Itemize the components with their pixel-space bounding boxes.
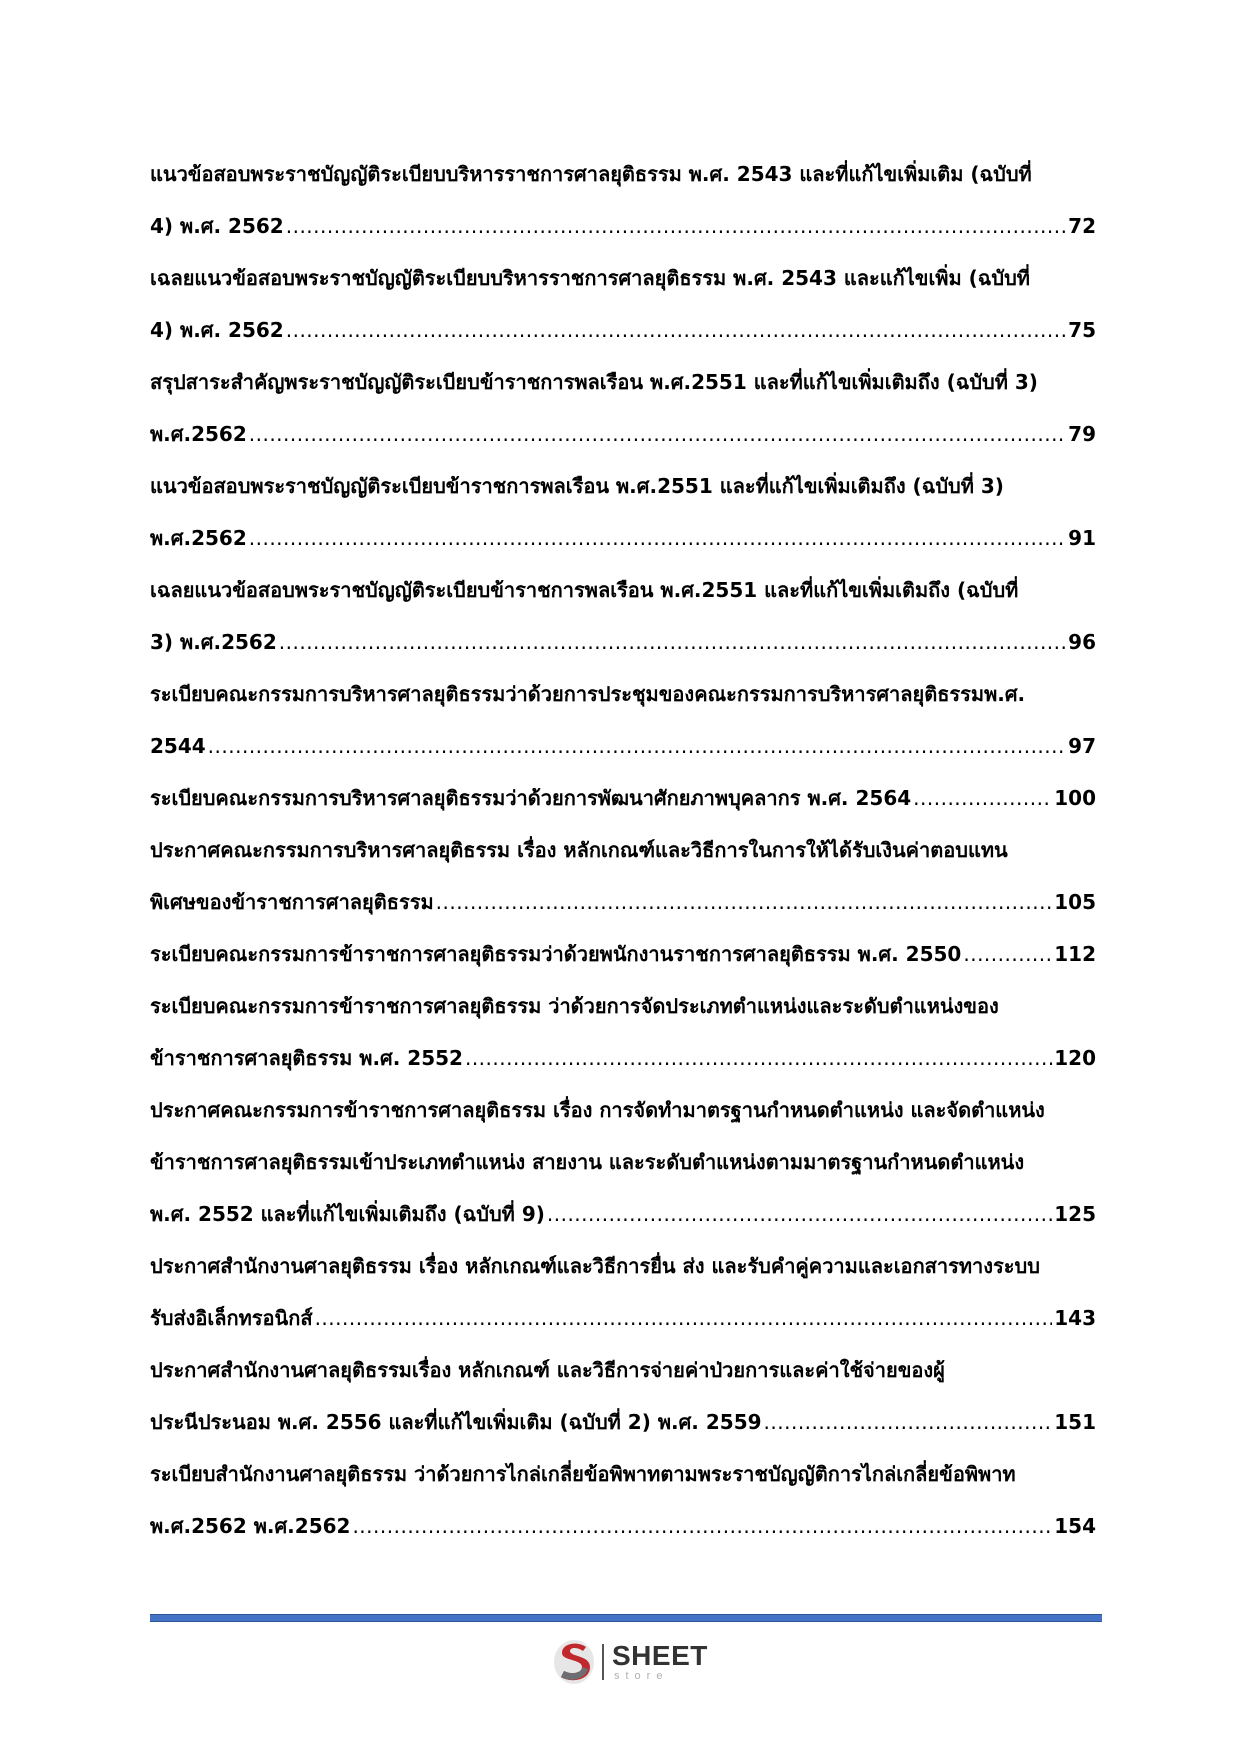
toc-page-number: 105 — [1054, 890, 1096, 914]
toc-entry-last-line — [150, 1032, 1096, 1084]
toc-entry-title-line: ประกาศคณะกรรมการข้าราชการศาลยุติธรรม เรื่อง การจัดทำมาตรฐานกำหนดตำแหน่ง และจัดตำแหน่ง — [150, 1098, 1045, 1122]
toc-entry-title-end: พ.ศ.2562 — [150, 422, 247, 446]
dot-leader — [352, 1500, 1052, 1552]
dot-leader — [436, 876, 1053, 928]
toc-entry[interactable] — [150, 252, 1096, 356]
toc-entry-title-end: ระเบียบคณะกรรมการบริหารศาลยุติธรรมว่าด้วยการพัฒนาศักยภาพบุคลากร พ.ศ. 2564 — [150, 786, 912, 810]
toc-entry-title-end: ข้าราชการศาลยุติธรรม พ.ศ. 2552 — [150, 1046, 463, 1070]
toc-entry-last-line — [150, 1500, 1096, 1552]
toc-entry-title-line: แนวข้อสอบพระราชบัญญัติระเบียบข้าราชการพลเรือน พ.ศ.2551 และที่แก้ไขเพิ่มเติมถึง (ฉบับที่ 3) — [150, 474, 1004, 498]
dot-leader — [465, 1032, 1052, 1084]
dot-leader — [279, 616, 1066, 668]
toc-entry-title-line: ระเบียบคณะกรรมการข้าราชการศาลยุติธรรม ว่าด้วยการจัดประเภทตำแหน่งและระดับตำแหน่งของ — [150, 994, 999, 1018]
toc-page-number: 151 — [1054, 1410, 1096, 1434]
toc-page-number: 75 — [1068, 318, 1096, 342]
toc-entry-last-line — [150, 772, 1096, 824]
toc-entry[interactable] — [150, 928, 1096, 980]
toc-entry-title-line: ระเบียบสำนักงานศาลยุติธรรม ว่าด้วยการไกล่เกลี่ยข้อพิพาทตามพระราชบัญญัติการไกล่เกลี่ยข้อพิพาท — [150, 1462, 1016, 1486]
toc-entry[interactable] — [150, 980, 1096, 1084]
dot-leader — [764, 1396, 1053, 1448]
toc-entry[interactable] — [150, 772, 1096, 824]
toc-entry[interactable] — [150, 564, 1096, 668]
toc-entry[interactable] — [150, 824, 1096, 928]
toc-entry-last-line — [150, 200, 1096, 252]
logo-subtitle: store — [614, 1670, 669, 1682]
logo-text — [612, 1642, 708, 1682]
logo-wordmark: SHEET — [612, 1640, 708, 1671]
toc-entry-last-line — [150, 304, 1096, 356]
toc-entry-last-line — [150, 720, 1096, 772]
dot-leader — [249, 512, 1066, 564]
toc-page-number: 79 — [1068, 422, 1096, 446]
toc-entry[interactable] — [150, 1084, 1096, 1240]
toc-page-number: 154 — [1054, 1514, 1096, 1538]
toc-entry[interactable] — [150, 148, 1096, 252]
toc-entry-title-end: 4) พ.ศ. 2562 — [150, 214, 284, 238]
toc-entry-last-line — [150, 928, 1096, 980]
toc-page-number: 91 — [1068, 526, 1096, 550]
toc-entry-title-end: พ.ศ.2562 — [150, 526, 247, 550]
toc-entry[interactable] — [150, 356, 1096, 460]
toc-entry-last-line — [150, 1292, 1096, 1344]
toc-entry-last-line — [150, 616, 1096, 668]
sheet-store-logo — [552, 1634, 708, 1690]
toc-entry-title-end: 2544 — [150, 734, 206, 758]
toc-entry[interactable] — [150, 1448, 1096, 1552]
dot-leader — [286, 304, 1066, 356]
toc-entry-title-line: ข้าราชการศาลยุติธรรมเข้าประเภทตำแหน่ง สายงาน และระดับตำแหน่งตามมาตรฐานกำหนดตำแหน่ง — [150, 1150, 1025, 1174]
toc-page-number: 125 — [1054, 1202, 1096, 1226]
toc-page-number: 97 — [1068, 734, 1096, 758]
toc-entry-title-line: ประกาศคณะกรรมการบริหารศาลยุติธรรม เรื่อง หลักเกณฑ์และวิธีการในการให้ได้รับเงินค่าตอบแทน — [150, 838, 1008, 862]
toc-entry-title-end: ประนีประนอม พ.ศ. 2556 และที่แก้ไขเพิ่มเติม (ฉบับที่ 2) พ.ศ. 2559 — [150, 1410, 762, 1434]
toc-page-number: 100 — [1054, 786, 1096, 810]
toc-entry[interactable] — [150, 1344, 1096, 1448]
toc-entry-title-line: ระเบียบคณะกรรมการบริหารศาลยุติธรรมว่าด้วยการประชุมของคณะกรรมการบริหารศาลยุติธรรมพ.ศ. — [150, 682, 1026, 706]
toc-entry-last-line — [150, 876, 1096, 928]
toc-entry-last-line — [150, 408, 1096, 460]
toc-entry[interactable] — [150, 668, 1096, 772]
toc-entry-last-line — [150, 1396, 1096, 1448]
dot-leader — [208, 720, 1066, 772]
dot-leader — [913, 772, 1052, 824]
dot-leader — [963, 928, 1052, 980]
toc-entry-last-line — [150, 1188, 1096, 1240]
toc-entry-title-line: สรุปสาระสำคัญพระราชบัญญัติระเบียบข้าราชการพลเรือน พ.ศ.2551 และที่แก้ไขเพิ่มเติมถึง (ฉบับที่ 3) — [150, 370, 1038, 394]
toc-entry[interactable] — [150, 460, 1096, 564]
toc-entry-title-end: ระเบียบคณะกรรมการข้าราชการศาลยุติธรรมว่าด้วยพนักงานราชการศาลยุติธรรม พ.ศ. 2550 — [150, 942, 962, 966]
toc-page-number: 96 — [1068, 630, 1096, 654]
toc-entry-title-end: พิเศษของข้าราชการศาลยุติธรรม — [150, 890, 434, 914]
toc-entry-title-line: ประกาศสำนักงานศาลยุติธรรม เรื่อง หลักเกณฑ์และวิธีการยื่น ส่ง และรับคำคู่ความและเอกสารทางระบบ — [150, 1254, 1040, 1278]
dot-leader — [249, 408, 1066, 460]
toc-entry-title-line: แนวข้อสอบพระราชบัญญัติระเบียบบริหารราชการศาลยุติธรรม พ.ศ. 2543 และที่แก้ไขเพิ่มเติม (ฉบับที่ — [150, 162, 1032, 186]
dot-leader — [286, 200, 1066, 252]
toc-page-number: 143 — [1054, 1306, 1096, 1330]
logo-divider — [602, 1644, 604, 1680]
toc-page-number: 120 — [1054, 1046, 1096, 1070]
toc-entry-title-end: 3) พ.ศ.2562 — [150, 630, 277, 654]
dot-leader — [547, 1188, 1052, 1240]
toc-entry-title-end: พ.ศ. 2552 และที่แก้ไขเพิ่มเติมถึง (ฉบับที่ 9) — [150, 1202, 545, 1226]
toc-entry-title-line: เฉลยแนวข้อสอบพระราชบัญญัติระเบียบบริหารราชการศาลยุติธรรม พ.ศ. 2543 และแก้ไขเพิ่ม (ฉบับที่ — [150, 266, 1030, 290]
toc-entry-title-end: รับส่งอิเล็กทรอนิกส์ — [150, 1306, 313, 1330]
dot-leader — [315, 1292, 1053, 1344]
toc-page-number: 72 — [1068, 214, 1096, 238]
toc-page-number: 112 — [1054, 942, 1096, 966]
toc-entry[interactable] — [150, 1240, 1096, 1344]
sheet-store-s-logo-icon — [552, 1637, 596, 1687]
toc-entry-title-end: 4) พ.ศ. 2562 — [150, 318, 284, 342]
table-of-contents — [150, 148, 1096, 1552]
footer-divider — [150, 1614, 1102, 1622]
toc-entry-title-line: เฉลยแนวข้อสอบพระราชบัญญัติระเบียบข้าราชการพลเรือน พ.ศ.2551 และที่แก้ไขเพิ่มเติมถึง (ฉบับที่ — [150, 578, 1019, 602]
toc-entry-last-line — [150, 512, 1096, 564]
toc-entry-title-line: ประกาศสำนักงานศาลยุติธรรมเรื่อง หลักเกณฑ์ และวิธีการจ่ายค่าป่วยการและค่าใช้จ่ายของผู้ — [150, 1358, 945, 1382]
toc-entry-title-end: พ.ศ.2562 พ.ศ.2562 — [150, 1514, 351, 1538]
